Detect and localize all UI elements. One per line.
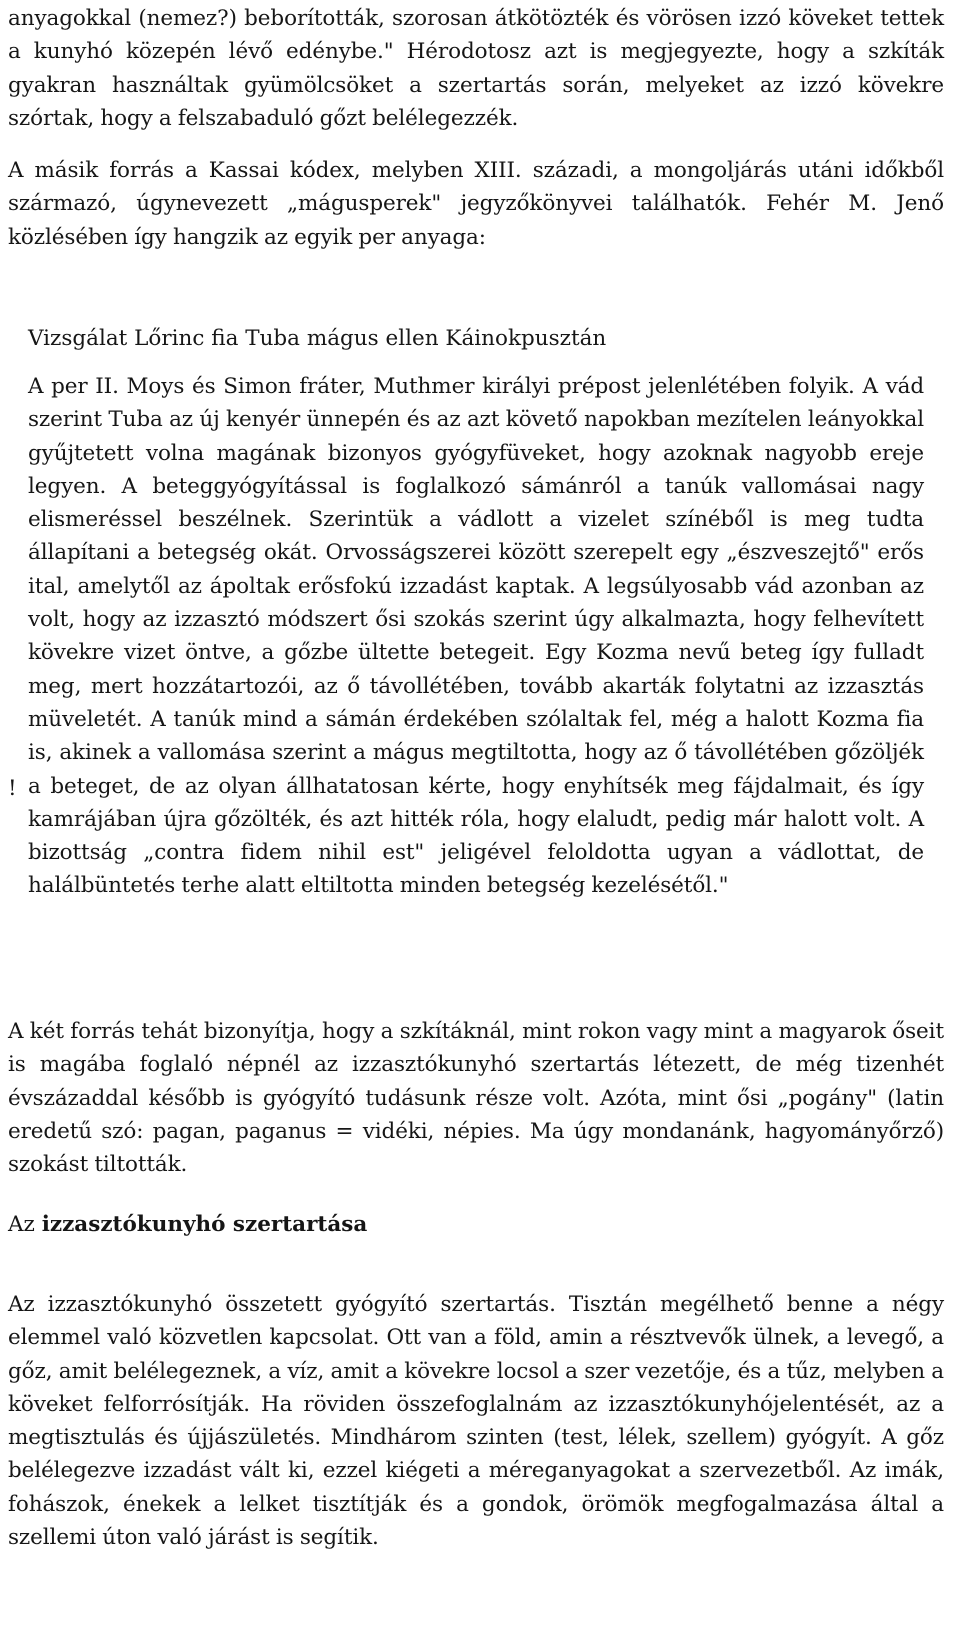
section-title-prefix: Az: [8, 1212, 42, 1237]
paragraph-herodotus: anyagokkal (nemez?) beborították, szorosan átkötözték és vörösen izzó köveket tettek a kunyhó közepén lévő edénybe." Hérodotosz azt is megjegyezte, hogy a szkíták gyakran használtak gyümölcsöket a szertartás során, melyeket az izzó kövekre szórtak, hogy a felszabaduló gőzt belélegezzék.: [8, 6, 944, 131]
trial-record-paragraph: A per II. Moys és Simon fráter, Muthmer királyi prépost jelenlétében folyik. A vád szerint Tuba az új kenyér ünnepén és az azt követő napokban mezítelen leányokkal gyűjtetett volna magának bizonyos gyógyfüveket, hogy azoknak nagyobb ereje legyen. A beteggyógyítással is foglalkozó sámánról a tanúk vallomásai nagy elismeréssel beszélnek. Szerintük a vádlott a vizelet színéből is meg tudta állapítani a betegség okát. Orvosságszerei között szerepelt egy „észveszejtő" erős ital, amelytől az ápoltak erősfokú izzadást kaptak. A legsúlyosabb vád azonban az volt, hogy az izzasztó módszert ősi szokás szerint úgy alkalmazta, hogy felhevített kövekre vizet öntve, a gőzbe ültette betegeit. Egy Kozma nevű beteg így fulladt meg, mert hozzátartozói, az ő távollétében, tovább akarták folytatni az izzasztás müveletét. A tanúk mind a sámán érdekében szólaltak fel, még a halott Kozma fia is, akinek a vallomása szerint a mágus megtiltotta, hogy az ő távollétében gőzöljék a beteget, de az olyan állhatatosan kérte, hogy enyhítsék meg fájdalmait, és így kamrájában újra gőzölték, és azt hitték róla, hogy elaludt, pedig már halott volt. A bizottság „contra fidem nihil est" jeligével feloldotta ugyan a vádlottat, de halálbüntetés terhe alatt eltiltotta minden betegség kezelésétől.": [28, 374, 924, 899]
paragraph-kassai-codex: A másik forrás a Kassai kódex, melyben XIII. századi, a mongoljárás utáni időkből származó, úgynevezett „mágusperek" jegyzőkönyvei találhatók. Fehér M. Jenő közlésében így hangzik az egyik per anyaga:: [8, 158, 944, 250]
section-title: [8, 1208, 944, 1241]
paragraph-sweat-lodge-ceremony: Az izzasztókunyhó összetett gyógyító szertartás. Tisztán megélhető benne a négy elemmel való közvetlen kapcsolat. Ott van a föld, amin a résztvevők ülnek, a levegő, a gőz, amit belélegeznek, a víz, amit a kövekre locsol a szer vezetője, és a tűz, melyben a köveket felforrósítják. Ha röviden összefoglalnám az izzasztókunyhójelentését, az a megtisztulás és újjászületés. Mindhárom szinten (test, lélek, szellem) gyógyít. A gőz belélegezve izzadást vált ki, ezzel kiégeti a méreganyagokat a szervezetből. Az imák, fohászok, énekek a lelket tisztítják és a gondok, örömök megfogalmazása által a szellemi úton való járást is segítik.: [8, 1292, 944, 1551]
paragraph-conclusion: A két forrás tehát bizonyítja, hogy a szkítáknál, mint rokon vagy mint a magyarok őseit is magába foglaló népnél az izzasztókunyhó szertartás létezett, de még tizenhét évszázaddal később is gyógyító tudásunk része volt. Azóta, mint ősi „pogány" (latin eredetű szó: pagan, paganus = vidéki, népies. Ma úgy mondanánk, hagyományőrző) szokást tiltották.: [8, 1019, 944, 1178]
margin-exclamation-mark: !: [8, 776, 17, 801]
trial-heading: Vizsgálat Lőrinc fia Tuba mágus ellen Káinokpusztán: [28, 326, 607, 351]
section-title-bold: izzasztókunyhó szertartása: [41, 1212, 368, 1237]
